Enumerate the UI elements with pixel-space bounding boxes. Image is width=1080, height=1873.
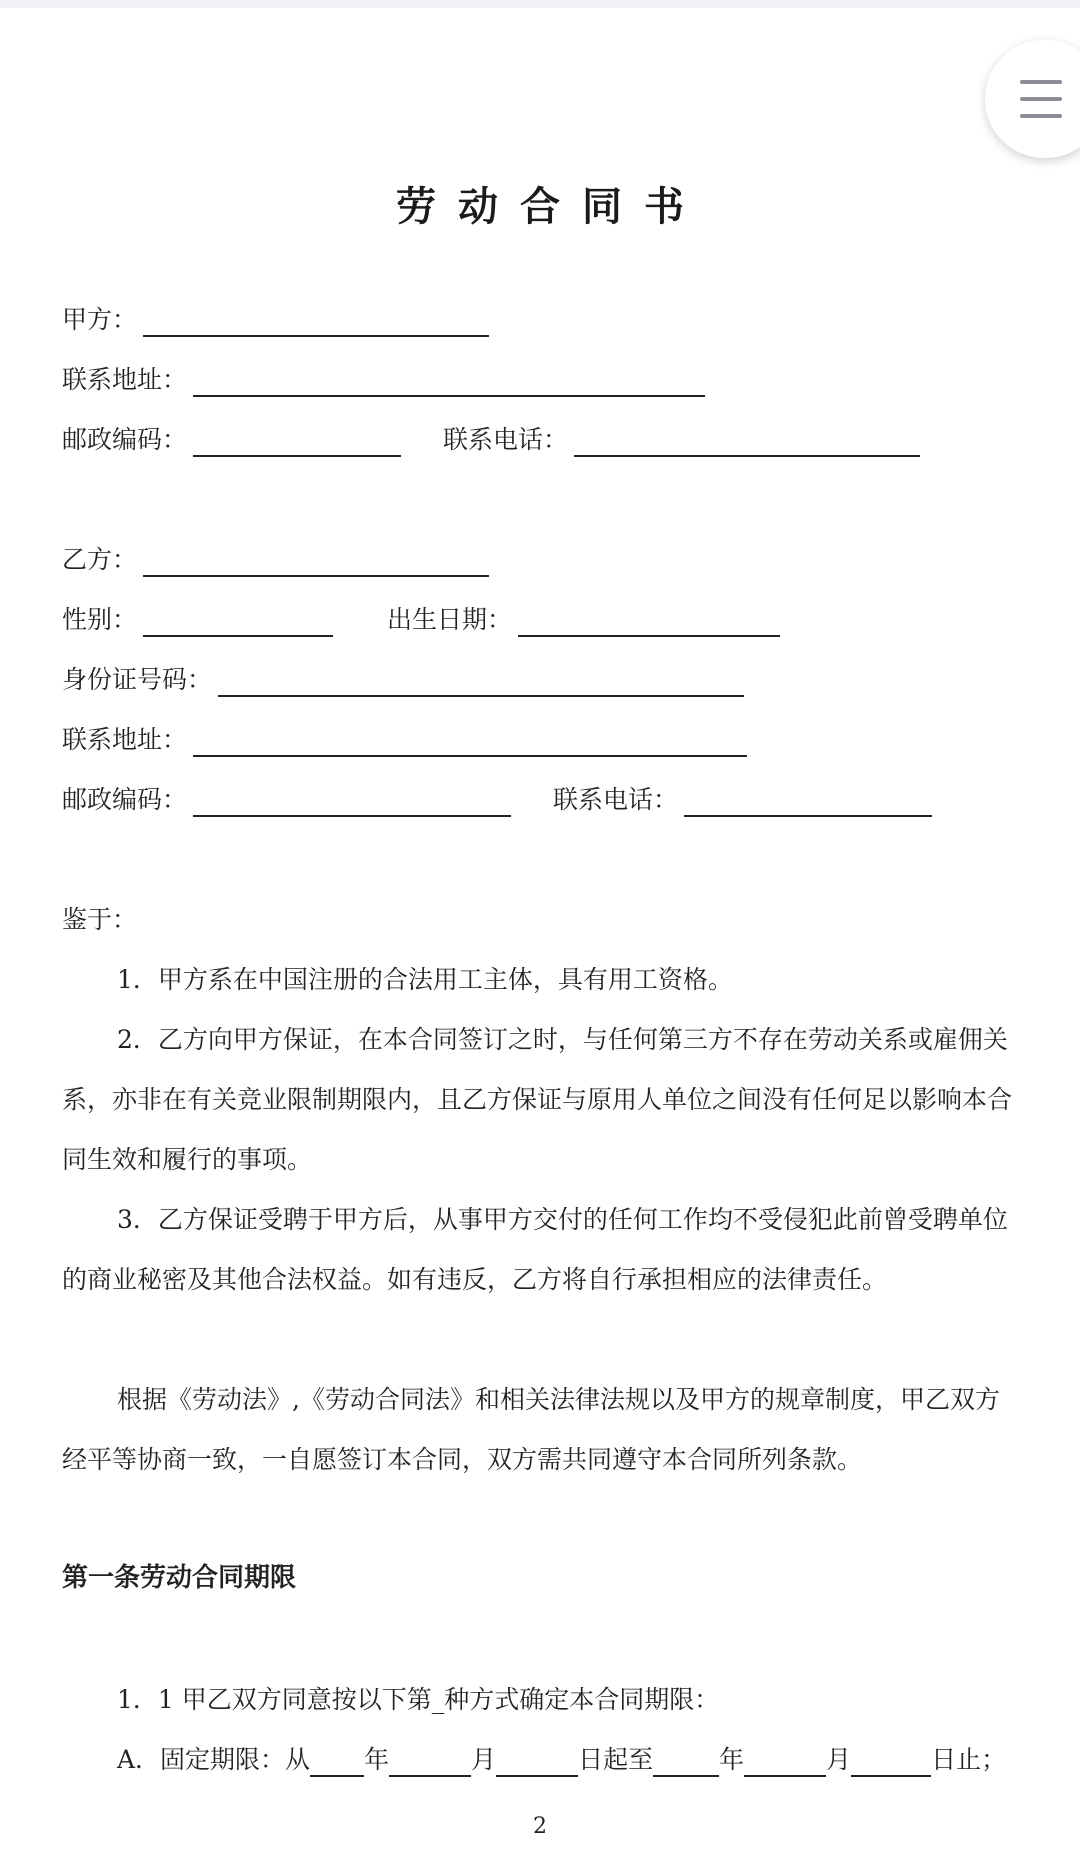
party-b-gender-label: 性别： — [62, 605, 138, 634]
party-a-address-row — [62, 363, 705, 397]
hamburger-icon-bar — [1020, 114, 1062, 118]
party-a-phone-blank — [574, 431, 920, 457]
hamburger-icon-bar — [1020, 97, 1062, 101]
whereas-item-3: 3．乙方保证受聘于甲方后，从事甲方交付的任何工作均不受侵犯此前曾受聘单位的商业秘密及其他合法权益。如有违反，乙方将自行承担相应的法律责任。 — [62, 1205, 1008, 1294]
party-a-contact-row — [62, 423, 920, 457]
party-b-address-row — [62, 723, 747, 757]
party-a-postcode-blank — [193, 431, 401, 457]
month-to-unit: 月 — [826, 1745, 852, 1774]
month-from-blank — [389, 1751, 471, 1777]
party-b-address-label: 联系地址： — [62, 725, 188, 754]
whereas-item-1: 1．甲方系在中国注册的合法用工主体，具有用工资格。 — [117, 965, 733, 994]
party-b-contact-row — [62, 783, 932, 817]
day-from-blank — [496, 1751, 578, 1777]
top-status-strip — [0, 0, 1080, 8]
page-number: 2 — [533, 1814, 547, 1839]
party-a-name-row — [62, 303, 489, 337]
clause-1-1: 1．1 甲乙双方同意按以下第_种方式确定本合同期限： — [117, 1685, 720, 1714]
day-to-blank — [851, 1751, 931, 1777]
year-from-blank — [310, 1751, 364, 1777]
party-b-birthdate-label: 出生日期： — [387, 605, 513, 634]
party-b-gender-row — [62, 603, 780, 637]
basis-paragraph: 根据《劳动法》,《劳动合同法》和相关法律法规以及甲方的规章制度，甲乙双方经平等协商一致，一自愿签订本合同，双方需共同遵守本合同所列条款。 — [62, 1385, 1000, 1474]
year-to-unit: 年 — [719, 1745, 745, 1774]
party-b-postcode-blank — [193, 791, 511, 817]
party-b-gender-blank — [143, 611, 333, 637]
party-b-postcode-label: 邮政编码： — [62, 785, 188, 814]
party-b-birthdate-blank — [518, 611, 780, 637]
whereas-label: 鉴于： — [62, 905, 138, 934]
year-from-unit: 年 — [364, 1745, 390, 1774]
clause-option-a — [117, 1743, 1006, 1777]
day-to-unit: 日止； — [931, 1745, 1007, 1774]
document-title: 劳动合同书 — [396, 184, 706, 230]
party-b-id-label: 身份证号码： — [62, 665, 213, 694]
whereas-item-2: 2．乙方向甲方保证，在本合同签订之时，与任何第三方不存在劳动关系或雇佣关系，亦非在有关竞业限制期限内，且乙方保证与原用人单位之间没有任何足以影响本合同生效和履行的事项。 — [62, 1025, 1013, 1174]
year-to-blank — [653, 1751, 719, 1777]
party-b-name-row — [62, 543, 489, 577]
party-b-address-blank — [193, 731, 747, 757]
party-a-name-label: 甲方： — [62, 305, 138, 334]
party-a-postcode-label: 邮政编码： — [62, 425, 188, 454]
hamburger-icon — [1020, 80, 1062, 84]
party-a-phone-label: 联系电话： — [443, 425, 569, 454]
month-to-blank — [744, 1751, 826, 1777]
party-b-id-row — [62, 663, 744, 697]
party-b-id-blank — [218, 671, 744, 697]
month-from-unit: 月 — [471, 1745, 497, 1774]
party-b-phone-blank — [684, 791, 932, 817]
option-a-prefix: A．固定期限：从 — [117, 1745, 311, 1774]
party-b-name-blank — [143, 551, 489, 577]
party-b-phone-label: 联系电话： — [553, 785, 679, 814]
party-a-address-blank — [193, 371, 705, 397]
party-b-name-label: 乙方： — [62, 545, 138, 574]
article-1-heading: 第一条劳动合同期限 — [62, 1563, 297, 1593]
party-a-name-blank — [143, 311, 489, 337]
party-a-address-label: 联系地址： — [62, 365, 188, 394]
day-from-unit: 日起至 — [578, 1745, 654, 1774]
menu-button[interactable] — [985, 40, 1080, 158]
